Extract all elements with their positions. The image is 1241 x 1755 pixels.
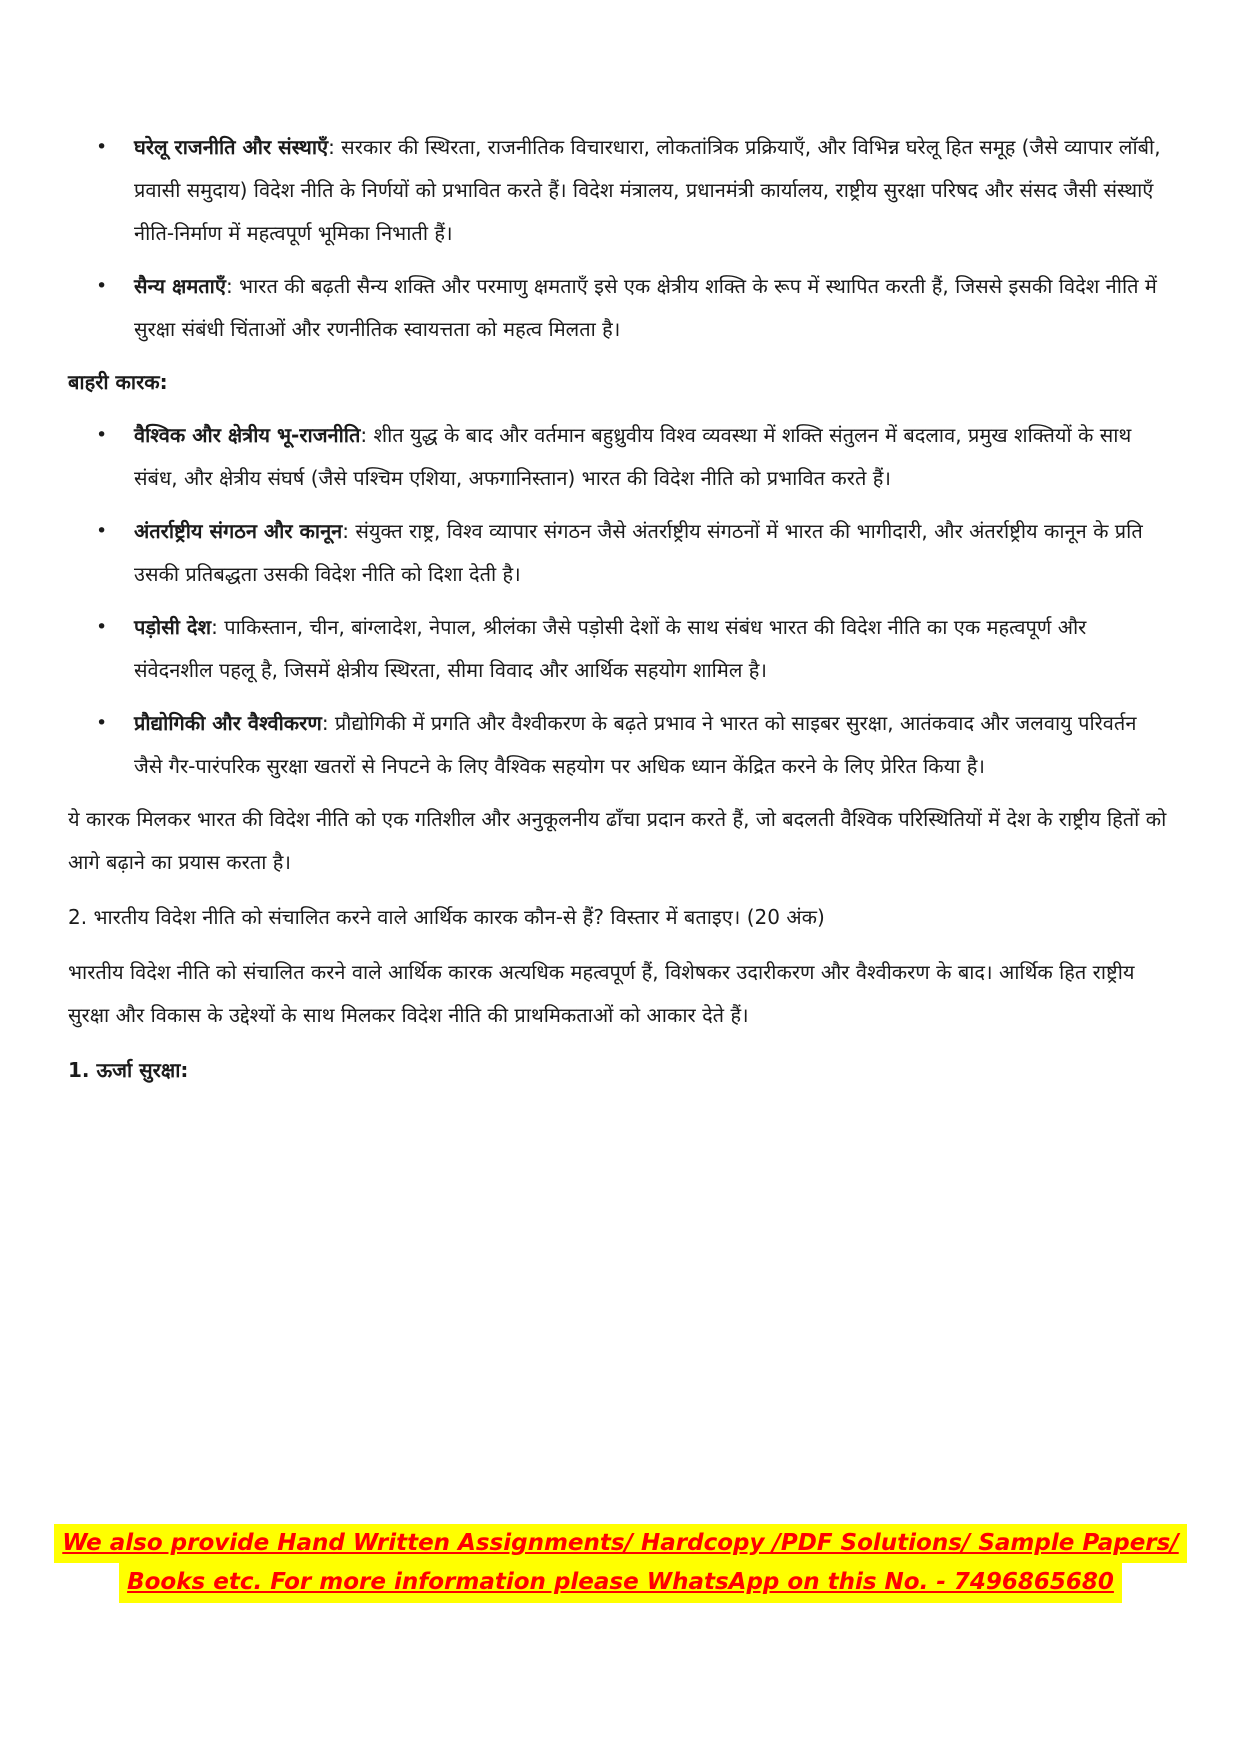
answer-intro-paragraph: भारतीय विदेश नीति को संचालित करने वाले आर्थिक कारक अत्यधिक महत्वपूर्ण हैं, विशेषकर उदारीकरण और वैश्वीकरण के बाद। आर्थिक हित राष्ट्रीय सुरक्षा और विकास के उद्देश्यों के साथ मिलकर विदेश नीति की प्राथमिकताओं को आकार देते हैं। — [68, 960, 1135, 1027]
bullet-lead: अंतर्राष्ट्रीय संगठन और कानून — [134, 519, 343, 543]
external-factors-list — [68, 414, 1169, 788]
bullet-text: : पाकिस्तान, चीन, बांग्लादेश, नेपाल, श्रीलंका जैसे पड़ोसी देशों के साथ संबंध भारत की विदेश नीति का एक महत्वपूर्ण और संवेदनशील पहलू है, जिसमें क्षेत्रीय स्थिरता, सीमा विवाद और आर्थिक सहयोग शामिल है। — [134, 615, 1087, 682]
conclusion-paragraph: ये कारक मिलकर भारत की विदेश नीति को एक गतिशील और अनुकूलनीय ढाँचा प्रदान करते हैं, जो बदलती वैश्विक परिस्थितियों में देश के राष्ट्रीय हितों को आगे बढ़ाने का प्रयास करता है। — [68, 807, 1167, 874]
list-item-international-organizations — [68, 510, 1169, 596]
bullet-text: : प्रौद्योगिकी में प्रगति और वैश्वीकरण के बढ़ते प्रभाव ने भारत को साइबर सुरक्षा, आतंकवाद और जलवायु परिवर्तन जैसे गैर-पारंपरिक सुरक्षा खतरों से निपटने के लिए वैश्विक सहयोग पर अधिक ध्यान केंद्रित करने के लिए प्रेरित किया है। — [134, 711, 1137, 778]
bullet-text: : शीत युद्ध के बाद और वर्तमान बहुध्रुवीय विश्व व्यवस्था में शक्ति संतुलन में बदलाव, प्रमुख शक्तियों के साथ संबंध, और क्षेत्रीय संघर्ष (जैसे पश्चिम एशिया, अफगानिस्तान) भारत की विदेश नीति को प्रभावित करते हैं। — [134, 423, 1132, 490]
bullet-lead: सैन्य क्षमताएँ — [134, 274, 226, 298]
bullet-text: : भारत की बढ़ती सैन्य शक्ति और परमाणु क्षमताएँ इसे एक क्षेत्रीय शक्ति के रूप में स्थापित करती हैं, जिससे इसकी विदेश नीति में सुरक्षा संबंधी चिंताओं और रणनीतिक स्वायत्तता को महत्व मिलता है। — [134, 274, 1157, 341]
bullet-lead: प्रौद्योगिकी और वैश्वीकरण — [134, 711, 322, 735]
question-2-text: 2. भारतीय विदेश नीति को संचालित करने वाले आर्थिक कारक कौन-से हैं? विस्तार में बताइए। (20 अंक) — [68, 905, 825, 929]
list-item-technology-globalization — [68, 702, 1169, 788]
list-item-military-capabilities — [68, 265, 1169, 351]
energy-security-heading: 1. ऊर्जा सुरक्षा: — [68, 1058, 189, 1082]
promo-footer-row-1 — [0, 1524, 1241, 1563]
bullet-lead: वैश्विक और क्षेत्रीय भू-राजनीति — [134, 423, 361, 447]
list-item-domestic-politics — [68, 126, 1169, 255]
bullet-lead: पड़ोसी देश — [134, 615, 212, 639]
internal-factors-list — [68, 126, 1169, 351]
promo-footer-row-2 — [0, 1563, 1241, 1602]
list-item-neighboring-countries — [68, 606, 1169, 692]
promo-line-1: We also provide Hand Written Assignments/ Hardcopy /PDF Solutions/ Sample Papers/ — [54, 1524, 1186, 1563]
promo-line-2: Books etc. For more information please WhatsApp on this No. - 7496865680 — [119, 1563, 1122, 1602]
external-factors-heading: बाहरी कारक: — [68, 370, 168, 394]
promo-footer — [0, 1524, 1241, 1603]
bullet-text: : सरकार की स्थिरता, राजनीतिक विचारधारा, लोकतांत्रिक प्रक्रियाएँ, और विभिन्न घरेलू हित समूह (जैसे व्यापार लॉबी, प्रवासी समुदाय) विदेश नीति के निर्णयों को प्रभावित करते हैं। विदेश मंत्रालय, प्रधानमंत्री कार्यालय, राष्ट्रीय सुरक्षा परिषद और संसद जैसी संस्थाएँ नीति-निर्माण में महत्वपूर्ण भूमिका निभाती हैं। — [134, 135, 1161, 245]
bullet-text: : संयुक्त राष्ट्र, विश्व व्यापार संगठन जैसे अंतर्राष्ट्रीय संगठनों में भारत की भागीदारी, और अंतर्राष्ट्रीय कानून के प्रति उसकी प्रतिबद्धता उसकी विदेश नीति को दिशा देती है। — [134, 519, 1143, 586]
list-item-geopolitics — [68, 414, 1169, 500]
bullet-lead: घरेलू राजनीति और संस्थाएँ — [134, 135, 329, 159]
